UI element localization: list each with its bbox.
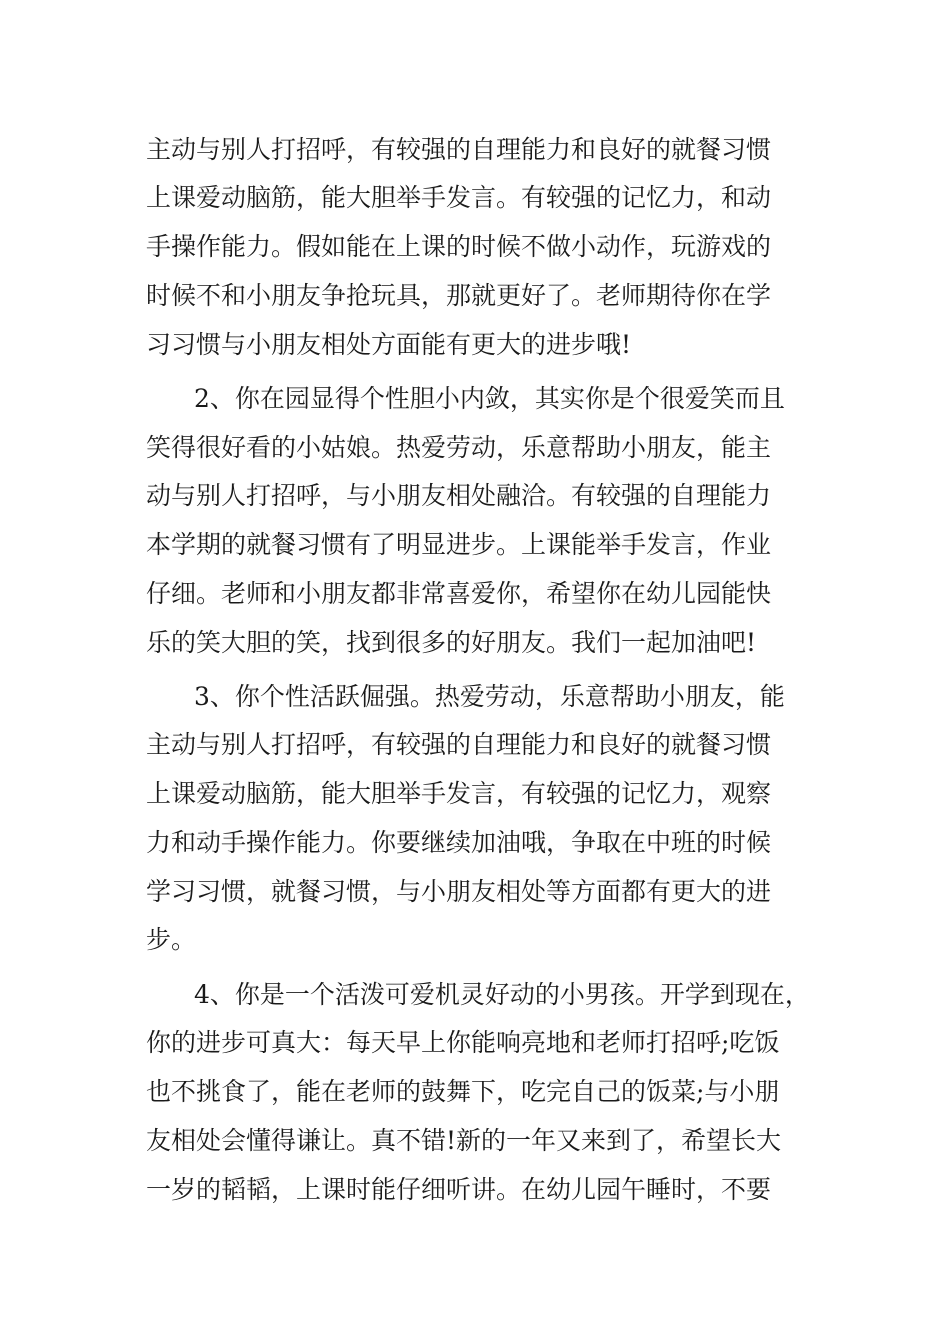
text-line: 仔细。老师和小朋友都非常喜爱你，希望你在幼儿园能快 bbox=[146, 579, 772, 608]
text-line: 上课爱动脑筋，能大胆举手发言，有较强的记忆力，观察 bbox=[146, 779, 772, 808]
text-line: 步。 bbox=[146, 925, 197, 954]
text-line: 本学期的就餐习惯有了明显进步。上课能举手发言，作业 bbox=[146, 530, 772, 559]
paragraph-3-start: 3、你个性活跃倔强。热爱劳动，乐意帮助小朋友，能 bbox=[194, 682, 785, 711]
text-line: 也不挑食了，能在老师的鼓舞下，吃完自己的饭菜;与小朋 bbox=[146, 1077, 780, 1106]
text-line: 一岁的韬韬，上课时能仔细听讲。在幼儿园午睡时，不要 bbox=[146, 1175, 772, 1204]
text-line: 学习习惯，就餐习惯，与小朋友相处等方面都有更大的进 bbox=[146, 877, 772, 906]
text-line: 力和动手操作能力。你要继续加油哦，争取在中班的时候 bbox=[146, 828, 772, 857]
text-line: 乐的笑大胆的笑，找到很多的好朋友。我们一起加油吧! bbox=[146, 628, 757, 657]
text-line: 习习惯与小朋友相处方面能有更大的进步哦! bbox=[146, 330, 632, 359]
text-line: 主动与别人打招呼，有较强的自理能力和良好的就餐习惯 bbox=[146, 730, 772, 759]
text-line: 时候不和小朋友争抢玩具，那就更好了。老师期待你在学 bbox=[146, 281, 772, 310]
text-line: 上课爱动脑筋，能大胆举手发言。有较强的记忆力，和动 bbox=[146, 183, 772, 212]
text-line: 笑得很好看的小姑娘。热爱劳动，乐意帮助小朋友，能主 bbox=[146, 433, 772, 462]
text-line: 你的进步可真大：每天早上你能响亮地和老师打招呼;吃饭 bbox=[146, 1028, 780, 1057]
text-line: 动与别人打招呼，与小朋友相处融洽。有较强的自理能力 bbox=[146, 481, 772, 510]
text-line: 友相处会懂得谦让。真不错!新的一年又来到了，希望长大 bbox=[146, 1126, 782, 1155]
paragraph-2-start: 2、你在园显得个性胆小内敛，其实你是个很爱笑而且 bbox=[194, 384, 785, 413]
text-line: 主动与别人打招呼，有较强的自理能力和良好的就餐习惯 bbox=[146, 135, 772, 164]
text-line: 手操作能力。假如能在上课的时候不做小动作，玩游戏的 bbox=[146, 232, 772, 261]
paragraph-4-start: 4、你是一个活泼可爱机灵好动的小男孩。开学到现在， bbox=[194, 980, 810, 1009]
